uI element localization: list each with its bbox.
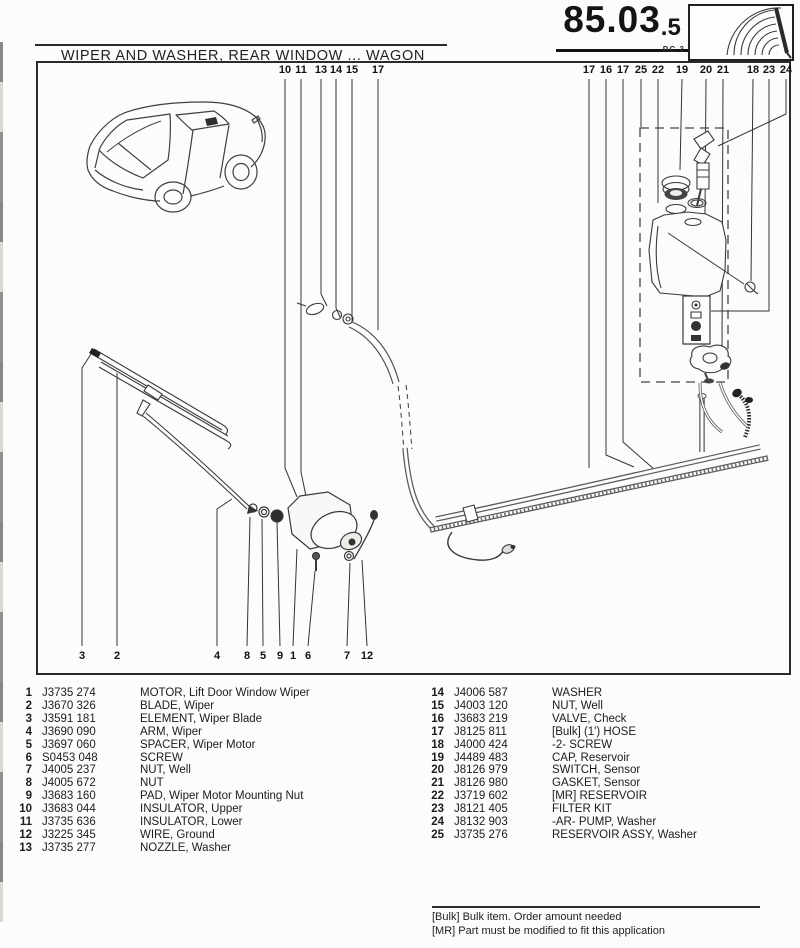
- part-code: J4005 672: [42, 777, 96, 790]
- hose-bundle-drawing: [405, 383, 768, 560]
- part-row: [18, 790, 418, 803]
- part-description: VALVE, Check: [552, 712, 627, 725]
- part-code: S0453 048: [42, 751, 98, 764]
- part-row: [430, 816, 790, 829]
- part-number: 9: [25, 790, 32, 803]
- part-number: 17: [431, 725, 444, 738]
- part-code: J8121 405: [454, 803, 508, 816]
- part-description: NUT, Well: [140, 764, 191, 777]
- part-description: NUT: [140, 777, 164, 790]
- callout-label: 25: [634, 64, 648, 76]
- part-description: WIRE, Ground: [140, 828, 215, 841]
- part-row: [430, 726, 790, 739]
- part-description: MOTOR, Lift Door Window Wiper: [140, 687, 310, 699]
- callout-label: 7: [343, 650, 351, 662]
- part-description: INSULATOR, Upper: [140, 803, 243, 816]
- part-number: 15: [431, 699, 444, 712]
- callout-label: 5: [259, 650, 267, 662]
- part-row: [430, 829, 790, 842]
- parts-list-left: [18, 687, 418, 855]
- pc-number: P.C. 3: [662, 45, 684, 54]
- part-description: FILTER KIT: [552, 803, 612, 816]
- callout-label: 17: [371, 64, 385, 76]
- callout-label: 13: [314, 64, 328, 76]
- page-title: WIPER AND WASHER, REAR WINDOW ... WAGON: [61, 48, 425, 64]
- callout-label: 18: [746, 64, 760, 76]
- part-code: J3697 060: [42, 738, 96, 751]
- part-description: [Bulk] (1') HOSE: [552, 725, 636, 738]
- part-number: 20: [431, 764, 444, 777]
- callout-label: 9: [276, 650, 284, 662]
- part-code: J8125 811: [454, 725, 507, 738]
- part-description: SCREW: [140, 751, 183, 764]
- washer-hose-drawing: [349, 322, 412, 450]
- callout-label: 11: [295, 64, 307, 76]
- part-row: [18, 829, 418, 842]
- part-row: [430, 752, 790, 765]
- page-code-main: 85.03: [563, 0, 661, 40]
- part-row: [18, 842, 418, 855]
- part-number: 3: [25, 712, 32, 725]
- part-code: J3719 602: [454, 790, 508, 803]
- part-code: J4005 237: [42, 764, 96, 777]
- part-code: J3683 044: [42, 803, 96, 816]
- part-code: J8132 903: [454, 816, 508, 829]
- callout-label: 6: [304, 650, 312, 662]
- part-description: RESERVOIR ASSY, Washer: [552, 828, 697, 841]
- part-row: [430, 803, 790, 816]
- part-description: BLADE, Wiper: [140, 699, 215, 712]
- part-code: J4006 587: [454, 687, 508, 699]
- callout-label: 20: [699, 64, 713, 76]
- part-description: SWITCH, Sensor: [552, 764, 641, 777]
- part-description: NUT, Well: [552, 699, 603, 712]
- part-description: SPACER, Wiper Motor: [140, 738, 256, 751]
- washer-nozzle-drawing: [297, 301, 353, 324]
- part-row: [430, 700, 790, 713]
- part-number: 23: [431, 803, 444, 816]
- part-row: [18, 752, 418, 765]
- callout-label: 15: [345, 64, 359, 76]
- callout-label: 12: [360, 650, 374, 662]
- part-code: J3690 090: [42, 725, 96, 738]
- part-description: WASHER: [552, 687, 603, 699]
- part-code: J8126 979: [454, 764, 508, 777]
- part-number: 6: [25, 751, 32, 764]
- callout-label: 17: [582, 64, 596, 76]
- part-code: J3683 160: [42, 790, 96, 803]
- parts-list-right: [430, 687, 790, 842]
- part-number: 10: [19, 803, 32, 816]
- part-description: INSULATOR, Lower: [140, 816, 243, 829]
- part-row: [430, 687, 790, 700]
- part-description: ARM, Wiper: [140, 725, 202, 738]
- part-number: 14: [431, 687, 444, 699]
- part-number: 16: [431, 712, 444, 725]
- part-row: [430, 777, 790, 790]
- footnote-bulk: [Bulk] Bulk item. Order amount needed: [432, 911, 622, 923]
- part-row: [18, 726, 418, 739]
- callout-label: 16: [599, 64, 613, 76]
- part-code: J3735 636: [42, 816, 96, 829]
- part-description: CAP, Reservoir: [552, 751, 630, 764]
- part-code: J8126 980: [454, 777, 508, 790]
- part-code: J3225 345: [42, 828, 96, 841]
- part-row: [18, 687, 418, 700]
- part-number: 2: [25, 699, 32, 712]
- callout-label: 4: [213, 650, 221, 662]
- footnote-mr: [MR] Part must be modified to fit this application: [432, 924, 665, 937]
- callout-label: 8: [243, 650, 251, 662]
- part-code: J3670 326: [42, 699, 96, 712]
- callout-label: 22: [651, 64, 665, 76]
- callout-label: 24: [779, 64, 793, 76]
- part-row: [430, 739, 790, 752]
- wiper-motor-drawing: [249, 492, 378, 571]
- part-description: NOZZLE, Washer: [140, 841, 231, 854]
- page-code-sub: .5: [660, 14, 681, 41]
- part-row: [430, 790, 790, 803]
- part-row: [18, 700, 418, 713]
- part-code: J4000 424: [454, 738, 508, 751]
- callout-label: 19: [675, 64, 689, 76]
- part-code: J3735 274: [42, 687, 96, 699]
- part-number: 7: [25, 764, 32, 777]
- callout-label: 23: [762, 64, 776, 76]
- part-code: J3735 277: [42, 841, 96, 854]
- car-illustration: [87, 102, 265, 212]
- part-number: 4: [25, 725, 32, 738]
- part-number: 12: [19, 828, 32, 841]
- part-code: J4489 483: [454, 751, 508, 764]
- diagram-frame: [37, 62, 793, 674]
- callout-label: 3: [78, 650, 86, 662]
- callout-label: 1: [289, 650, 297, 662]
- callout-label: 2: [113, 650, 121, 662]
- part-row: [18, 713, 418, 726]
- part-row: [18, 764, 418, 777]
- part-code: J3683 219: [454, 712, 508, 725]
- part-row: [430, 713, 790, 726]
- part-row: [18, 803, 418, 816]
- part-code: J4003 120: [454, 699, 508, 712]
- part-row: [430, 764, 790, 777]
- part-number: 22: [431, 790, 444, 803]
- part-row: [18, 739, 418, 752]
- part-description: -AR- PUMP, Washer: [552, 816, 657, 829]
- part-row: [18, 777, 418, 790]
- part-number: 13: [19, 841, 32, 854]
- part-row: [18, 816, 418, 829]
- part-number: 19: [431, 751, 444, 764]
- part-code: J3591 181: [42, 712, 96, 725]
- callout-label: 17: [616, 64, 630, 76]
- part-number: 1: [25, 687, 32, 699]
- part-number: 24: [431, 816, 444, 829]
- callout-label: 10: [278, 64, 292, 76]
- part-number: 25: [431, 828, 444, 841]
- part-description: GASKET, Sensor: [552, 777, 641, 790]
- part-number: 11: [19, 816, 32, 829]
- part-code: J3735 276: [454, 828, 508, 841]
- callout-label: 14: [329, 64, 343, 76]
- part-description: ELEMENT, Wiper Blade: [140, 712, 263, 725]
- part-description: [MR] RESERVOIR: [552, 790, 647, 803]
- part-description: -2- SCREW: [552, 738, 613, 751]
- callout-label: 21: [716, 64, 730, 76]
- footnotes: [432, 906, 760, 938]
- part-description: PAD, Wiper Motor Mounting Nut: [140, 790, 304, 803]
- wiper-blade-drawing: [89, 348, 258, 514]
- part-number: 8: [25, 777, 32, 790]
- part-number: 18: [431, 738, 444, 751]
- part-number: 21: [431, 777, 444, 790]
- part-number: 5: [25, 738, 32, 751]
